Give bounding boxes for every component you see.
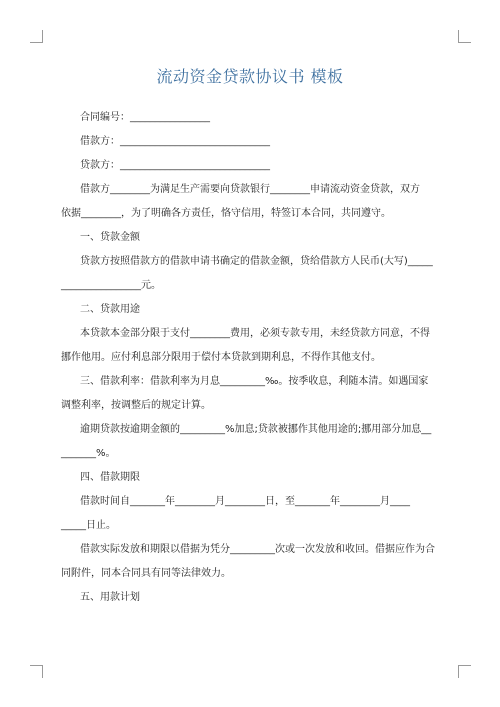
contract-number-blank: ________________ xyxy=(130,112,210,123)
crop-mark-bottom-right xyxy=(458,665,471,678)
section-2-line-1: 本贷款本金部分限于支付________费用，必须专款专用，未经贷款方同意，不得 xyxy=(80,328,430,339)
section-3-line-2: 调整利率，按调整后的规定计算。 xyxy=(61,400,211,411)
section-1-line-2: ________________元。 xyxy=(61,280,161,291)
section-3-line-4: _______%。 xyxy=(61,448,116,459)
intro-line-2: 依据________，为了明确各方责任，恪守信用，特签订本合同，共同遵守。 xyxy=(61,208,391,219)
section-2-heading: 二、贷款用途 xyxy=(80,304,140,315)
crop-mark-top-left xyxy=(30,30,43,43)
section-4-line-4: 同附件，同本合同具有同等法律效力。 xyxy=(61,568,231,579)
borrower-blank: ______________________________ xyxy=(120,136,270,147)
document-body xyxy=(61,112,438,603)
section-2-line-2: 挪作他用。应付利息部分限用于偿付本贷款到期利息，不得作其他支付。 xyxy=(61,352,381,363)
section-4-heading: 四、借款期限 xyxy=(80,472,140,483)
crop-mark-top-right xyxy=(458,30,471,43)
section-3-line-3: 逾期贷款按逾期金额的_________%加息;贷款被挪作其他用途的;挪用部分加息__ xyxy=(80,424,432,435)
crop-mark-bottom-left xyxy=(30,665,43,678)
document-title: 流动资金贷款协议书 模板 xyxy=(156,67,344,86)
contract-number-line xyxy=(80,112,438,123)
section-1-line-1: 贷款方按照借款方的借款申请书确定的借款金额，贷给借款方人民币(大写)_____ xyxy=(80,256,433,267)
intro-line-1: 借款方________为满足生产需要向贷款银行________申请流动资金贷款，双方 xyxy=(80,184,420,195)
section-4-line-3: 借款实际发放和期限以借据为凭分_________次或一次发放和收回。借据应作为合 xyxy=(80,544,435,555)
borrower-line xyxy=(80,136,438,147)
contract-number-label: 合同编号： xyxy=(80,112,130,123)
lender-line xyxy=(80,160,438,171)
section-4-line-2: _____日止。 xyxy=(61,520,116,531)
borrower-label: 借款方： xyxy=(80,136,120,147)
section-5-heading: 五、用款计划 xyxy=(80,592,140,603)
lender-label: 贷款方： xyxy=(80,160,120,171)
section-4-line-1: 借款时间自_______年________月________日，至_______年________月____ xyxy=(80,496,410,507)
section-1-heading: 一、贷款金额 xyxy=(80,232,140,243)
lender-blank: ______________________________ xyxy=(120,160,270,171)
section-3-line-1: 三、借款利率：借款利率为月息_________‰。按季收息，利随本清。如遇国家 xyxy=(80,376,429,387)
